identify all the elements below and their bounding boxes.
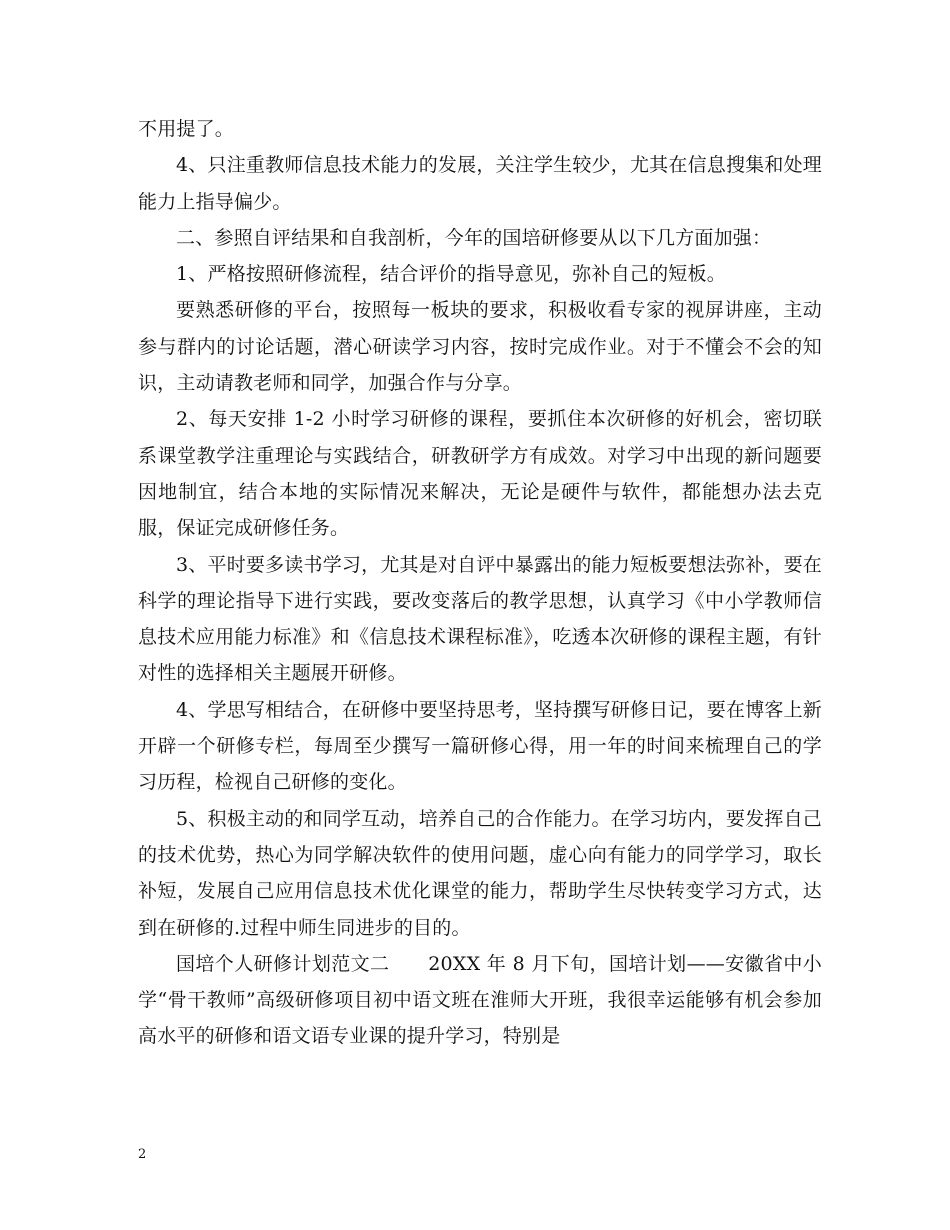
page-number: 2 <box>138 1147 147 1162</box>
paragraph-point-1-detail: 要熟悉研修的平台，按照每一板块的要求，积极收看专家的视屏讲座，主动参与群内的讨论话题，潜心研读学习内容，按时完成作业。对于不懂会不会的知识，主动请教老师和同学，加强合作与分享。 <box>138 299 822 395</box>
paragraph-section-2-heading: 二、参照自评结果和自我剖析，今年的国培研修要从以下几方面加强： <box>176 226 772 249</box>
body-text <box>138 111 822 1055</box>
paragraph-point-2: 2、每天安排 1-2 小时学习研修的课程，要抓住本次研修的好机会，密切联系课堂教学注重理论与实践结合，研教研学方有成效。对学习中出现的新问题要因地制宜，结合本地的实际情况来解决，无论是硬件与软件，都能想办法去克服，保证完成研修任务。 <box>138 408 822 540</box>
paragraph-continuation: 不用提了。 <box>138 118 235 140</box>
paragraph-point-1: 1、严格按照研修流程，结合评价的指导意见，弥补自己的短板。 <box>176 263 726 286</box>
paragraph-sample-2-intro: 国培个人研修计划范文二 20XX 年 8 月下旬，国培计划——安徽省中小学“骨干教师”高级研修项目初中语文班在淮师大开班，我很幸运能够有机会参加高水平的研修和语文语专业课的提升学习，特别是 <box>138 952 822 1048</box>
paragraph-point-5: 5、积极主动的和同学互动，培养自己的合作能力。在学习坊内，要发挥自己的技术优势，热心为同学解决软件的使用问题，虚心向有能力的同学学习，取长补短，发展自己应用信息技术优化课堂的能力，帮助学生尽快转变学习方式，达到在研修的.过程中师生同进步的目的。 <box>138 807 822 939</box>
paragraph-point-4: 4、学思写相结合，在研修中要坚持思考，坚持撰写研修日记，要在博客上新开辟一个研修专栏，每周至少撰写一篇研修心得，用一年的时间来梳理自己的学习历程，检视自己研修的变化。 <box>138 698 822 794</box>
paragraph-point-3: 3、平时要多读书学习，尤其是对自评中暴露出的能力短板要想法弥补，要在科学的理论指导下进行实践，要改变落后的教学思想，认真学习《中小学教师信息技术应用能力标准》和《信息技术课程标准》，吃透本次研修的课程主题，有针对性的选择相关主题展开研修。 <box>138 553 822 685</box>
paragraph-issue-4: 4、只注重教师信息技术能力的发展，关注学生较少，尤其在信息搜集和处理能力上指导偏少。 <box>138 154 822 213</box>
